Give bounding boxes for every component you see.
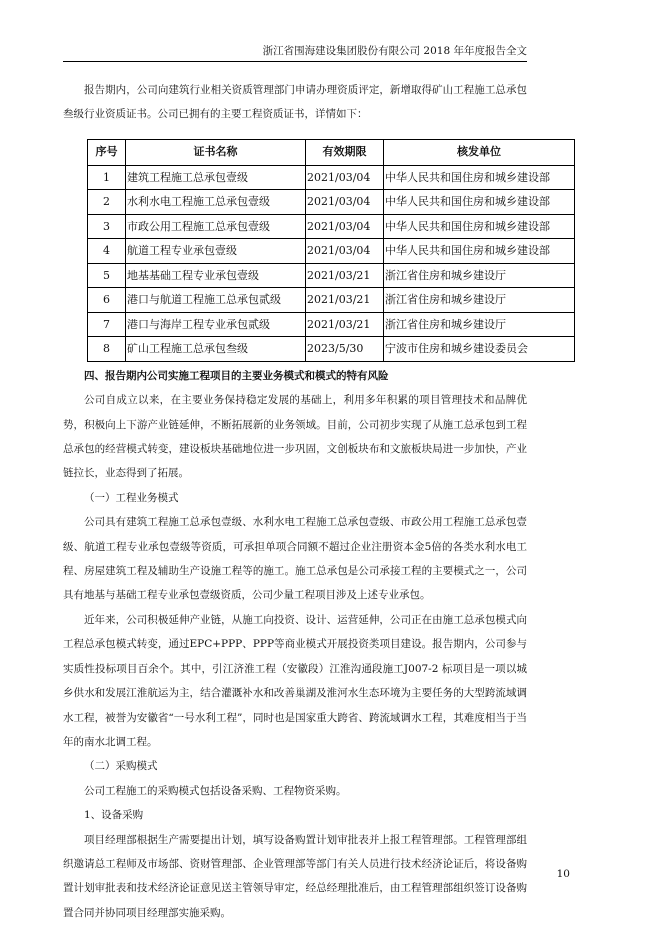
- table-header-row: [88, 139, 575, 165]
- table-row: [88, 239, 575, 264]
- validity-date: 2021/03/21: [306, 312, 384, 337]
- certificate-name: 航道工程专业承包壹级: [126, 239, 306, 264]
- validity-date: 2021/03/21: [306, 288, 384, 313]
- column-header: 证书名称: [126, 139, 306, 165]
- row-number: 1: [88, 165, 126, 190]
- qualification-table: [87, 139, 575, 362]
- table-row: [88, 214, 575, 239]
- table-row: [88, 190, 575, 215]
- paragraph: 公司具有建筑工程施工总承包壹级、水利水电工程施工总承包壹级、市政公用工程施工总承包壹级、航道工程专业承包壹级等资质，可承担单项合同额不超过企业注册资本金5倍的各类水利水电工程、房屋建筑工程及辅助生产设施工程等的施工。施工总承包是公司承接工程的主要模式之一，公司具有地基与基础工程专业承包壹级资质，公司少量工程项目涉及上述专业承包。: [63, 516, 527, 602]
- paragraph: 项目经理部根据生产需要提出计划，填写设备购置计划审批表并上报工程管理部。工程管理部组织邀请总工程师及市场部、资财管理部、企业管理部等部门有关人员进行技术经济论证后，将设备购置计划审批表和技术经济论证意见送主管领导审定，经总经理批准后，由工程管理部组织签订设备购置合同并协同项目经理部实施采购。: [63, 833, 527, 919]
- certificate-name: 港口与航道工程施工总承包贰级: [126, 288, 306, 313]
- table-row: [88, 288, 575, 313]
- page-header: 浙江省围海建设集团股份有限公司 2018 年年度报告全文: [262, 45, 527, 57]
- certificate-name: 水利水电工程施工总承包壹级: [126, 190, 306, 215]
- validity-date: 2023/5/30: [306, 337, 384, 362]
- certificate-name: 港口与海岸工程专业承包贰级: [126, 312, 306, 337]
- table-row: [88, 165, 575, 190]
- subsection-heading: （二）采购模式: [84, 760, 158, 773]
- validity-date: 2021/03/04: [306, 214, 384, 239]
- paragraph: 公司自成立以来，在主要业务保持稳定发展的基础上，利用多年积累的项目管理技术和品牌优势，积极向上下游产业链延伸，不断拓展新的业务领域。目前，公司初步实现了从施工总承包到工程总承包的经营模式转变，建设板块基础地位进一步巩固，文创板块布和文旅板块局进一步加快，产业链拉长，业态得到了拓展。: [63, 394, 527, 480]
- issuing-authority: 中华人民共和国住房和城乡建设部: [384, 239, 575, 264]
- subsection-heading: （一）工程业务模式: [84, 491, 179, 504]
- issuing-authority: 中华人民共和国住房和城乡建设部: [384, 214, 575, 239]
- page-body: [63, 78, 550, 925]
- subsection-heading: 1、设备采购: [84, 809, 144, 822]
- section-heading: 四、报告期内公司实施工程项目的主要业务模式和模式的特有风险: [84, 369, 389, 382]
- certificate-name: 市政公用工程施工总承包壹级: [126, 214, 306, 239]
- row-number: 6: [88, 288, 126, 313]
- validity-date: 2021/03/04: [306, 165, 384, 190]
- issuing-authority: 中华人民共和国住房和城乡建设部: [384, 165, 575, 190]
- paragraph: 公司工程施工的采购模式包括设备采购、工程物资采购。: [84, 784, 347, 797]
- issuing-authority: 宁波市住房和城乡建设委员会: [384, 337, 575, 362]
- row-number: 4: [88, 239, 126, 264]
- issuing-authority: 浙江省住房和城乡建设厅: [384, 312, 575, 337]
- certificate-name: 建筑工程施工总承包壹级: [126, 165, 306, 190]
- issuing-authority: 浙江省住房和城乡建设厅: [384, 263, 575, 288]
- certificate-name: 矿山工程施工总承包叁级: [126, 337, 306, 362]
- page-number: 10: [556, 868, 570, 880]
- column-header: 有效期限: [306, 139, 384, 165]
- validity-date: 2021/03/04: [306, 190, 384, 215]
- certificate-name: 地基基础工程专业承包壹级: [126, 263, 306, 288]
- paragraph: 近年来，公司积极延伸产业链，从施工向投资、设计、运营延伸，公司正在由施工总承包模式向工程总承包模式转变，通过EPC+PPP、PPP等商业模式开展投资类项目建设。报告期内，公司参与实质性投标项目百余个。其中，引江济淮工程（安徽段）江淮沟通段施工J007-2 标项目是一项以城乡供水和发展江淮航运为主，结合灌溉补水和改善巢湖及淮河水生态环境为主要任务的大型跨流域调水工程，被誉为安徽省“一号水利工程”，同时也是国家重大跨省、跨流域调水工程，其难度相当于当年的南水北调工程。: [63, 613, 527, 748]
- validity-date: 2021/03/21: [306, 263, 384, 288]
- column-header: 核发单位: [384, 139, 575, 165]
- table-row: [88, 263, 575, 288]
- row-number: 2: [88, 190, 126, 215]
- row-number: 8: [88, 337, 126, 362]
- column-header: 序号: [88, 139, 126, 165]
- issuing-authority: 浙江省住房和城乡建设厅: [384, 288, 575, 313]
- table-row: [88, 312, 575, 337]
- intro-paragraph: 报告期内，公司向建筑行业相关资质管理部门申请办理资质评定，新增取得矿山工程施工总承包叁级行业资质证书。公司已拥有的主要工程资质证书，详情如下：: [63, 84, 527, 121]
- validity-date: 2021/03/04: [306, 239, 384, 264]
- table-row: [88, 337, 575, 362]
- row-number: 3: [88, 214, 126, 239]
- table-body: [88, 165, 575, 361]
- row-number: 5: [88, 263, 126, 288]
- issuing-authority: 中华人民共和国住房和城乡建设部: [384, 190, 575, 215]
- row-number: 7: [88, 312, 126, 337]
- header-divider: [63, 61, 527, 62]
